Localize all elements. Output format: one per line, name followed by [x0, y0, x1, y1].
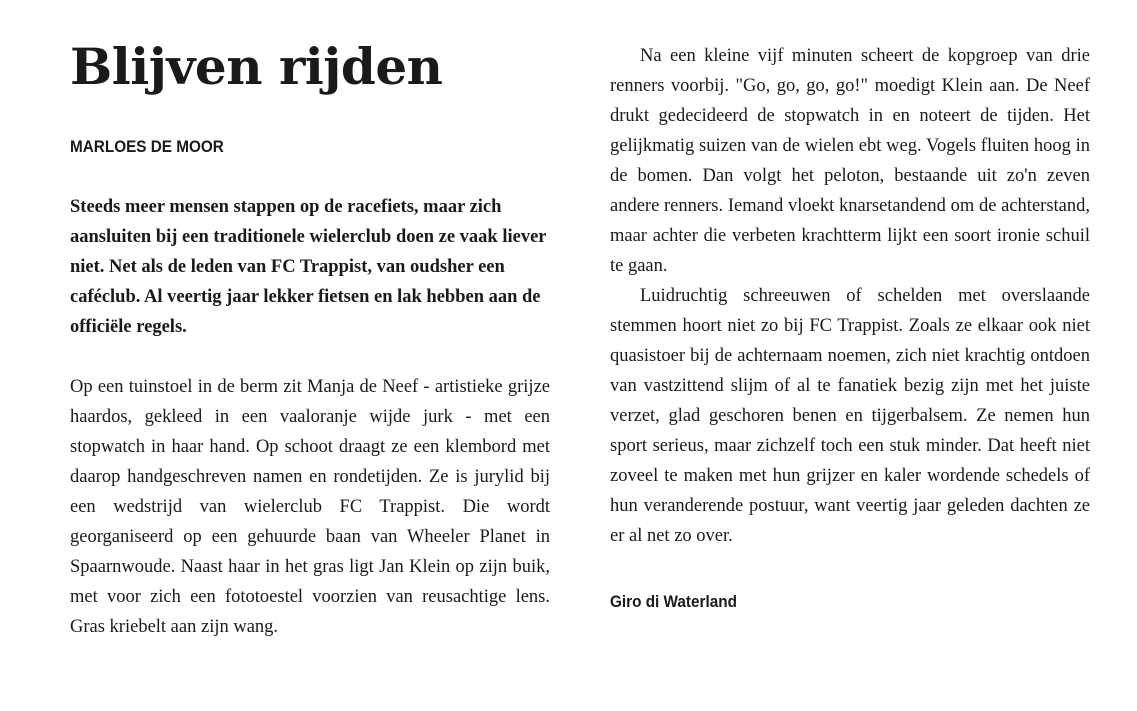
article-paragraph-3: Luidruchtig schreeuwen of schelden met overslaande stemmen hoort niet zo bij FC Trappist. Zoals ze elkaar ook niet quasistoer bij de achternaam noemen, zich niet krachtig ontdoen van vastzittend slijm of al te fanatiek bezig zijn met het juiste verzet, glad geschoren benen en tijgerbalsem. Ze nemen hun sport serieus, maar zichzelf toch een stuk minder. Dat heeft niet zoveel te maken met hun grijzer en kaler wordende schedels of hun veranderende postuur, want veertig jaar geleden dachten ze er al net zo over. [610, 286, 1090, 546]
article-paragraph-2: Na een kleine vijf minuten scheert de kopgroep van drie renners voorbij. "Go, go, go, go!" moedigt Klein aan. De Neef drukt gedecideerd de stopwatch in en noteert de tijden. Het gelijkmatig suizen van de wielen ebt weg. Vogels fluiten hoog in de bomen. Dan volgt het peloton, bestaande uit zo'n zeven andere renners. Iemand vloekt knarsetandend om de achterstand, maar achter die verbeten krachtterm lijkt een soort ironie schuil te gaan. [610, 46, 1090, 276]
article-left-column [70, 34, 550, 642]
article-subhead: Giro di Waterland [610, 592, 737, 611]
article-right-column [610, 41, 1090, 613]
article-byline: MARLOES DE MOOR [70, 137, 224, 156]
article-paragraph-1: Op een tuinstoel in de berm zit Manja de Neef - artistieke grijze haardos, gekleed in een vaaloranje wijde jurk - met een stopwatch in haar hand. Op schoot draagt ze een klembord met daarop handgeschreven namen en rondetijden. Ze is jurylid bij een wedstrijd van wielerclub FC Trappist. Die wordt georganiseerd op een gehuurde baan van Wheeler Planet in Spaarnwoude. Naast haar in het gras ligt Jan Klein op zijn buik, met voor zich een fototoestel voorzien van reusachtige lens. Gras kriebelt aan zijn wang. [70, 377, 550, 637]
article-lead: Steeds meer mensen stappen op de racefiets, maar zich aansluiten bij een traditionele wielerclub doen ze vaak liever niet. Net als de leden van FC Trappist, van oudsher een caféclub. Al veertig jaar lekker fietsen en lak hebben aan de officiële regels. [70, 197, 547, 337]
article-headline: Blijven rijden [70, 37, 443, 96]
